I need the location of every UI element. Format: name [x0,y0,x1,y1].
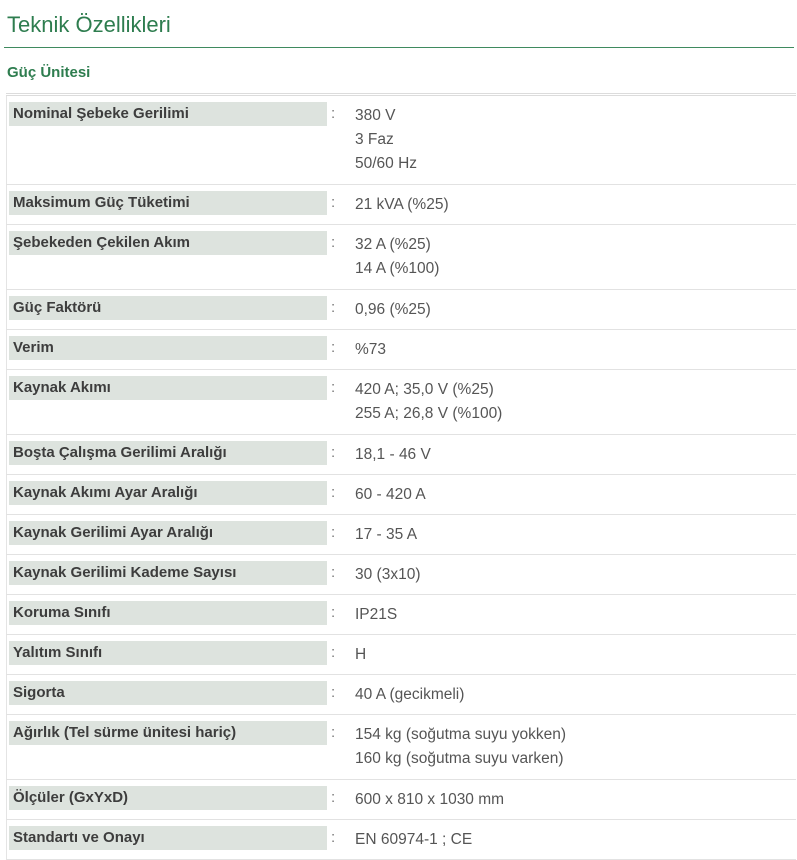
spec-label: Ağırlık (Tel sürme ünitesi hariç) [9,721,327,745]
spec-label-cell [7,675,328,715]
spec-row [7,185,797,225]
spec-value: 40 A (gecikmeli) [355,686,465,703]
spec-label-cell [7,185,328,225]
spec-label: Verim [9,336,327,360]
spec-label: Yalıtım Sınıfı [9,641,327,665]
spec-value: 30 (3x10) [355,566,421,583]
spec-label-cell [7,555,328,595]
spec-row [7,715,797,780]
spec-value: 3 Faz [355,131,394,148]
spec-separator: : [331,564,336,581]
spec-separator: : [331,379,336,396]
spec-row [7,635,797,675]
spec-value: 21 kVA (%25) [355,196,449,213]
spec-separator: : [331,484,336,501]
spec-row [7,95,797,185]
spec-value: EN 60974-1 ; CE [355,831,473,848]
spec-separator: : [331,829,336,846]
spec-value: %73 [355,341,387,358]
spec-label-cell [7,330,328,370]
spec-value-cell [349,595,796,635]
spec-row [7,780,797,820]
spec-label: Boşta Çalışma Gerilimi Aralığı [9,441,327,465]
spec-separator: : [331,234,336,251]
spec-label-cell [7,595,328,635]
spec-label-cell [7,435,328,475]
spec-value-cell [349,635,796,675]
spec-label: Kaynak Akımı [9,376,327,400]
spec-row [7,595,797,635]
spec-value-cell [349,515,796,555]
spec-label: Sigorta [9,681,327,705]
spec-row [7,290,797,330]
spec-label: Maksimum Güç Tüketimi [9,191,327,215]
spec-label-cell [7,95,328,185]
spec-label: Koruma Sınıfı [9,601,327,625]
spec-row [7,370,797,435]
spec-label: Nominal Şebeke Gerilimi [9,102,327,126]
spec-label-cell [7,715,328,780]
spec-value: 14 A (%100) [355,260,440,277]
spec-value: 32 A (%25) [355,236,431,253]
spec-row [7,475,797,515]
spec-separator: : [331,724,336,741]
spec-separator: : [331,105,336,122]
spec-value-cell [349,820,796,860]
spec-value-cell [349,555,796,595]
spec-value-cell [349,715,796,780]
spec-label-cell [7,475,328,515]
spec-separator: : [331,684,336,701]
spec-separator: : [331,524,336,541]
spec-row [7,515,797,555]
spec-separator: : [331,299,336,316]
spec-row [7,675,797,715]
spec-value: IP21S [355,606,398,623]
spec-label: Ölçüler (GxYxD) [9,786,327,810]
spec-value-cell [349,95,796,185]
spec-label-cell [7,370,328,435]
spec-value: 50/60 Hz [355,155,418,172]
spec-label-cell [7,290,328,330]
spec-value: 600 x 810 x 1030 mm [355,791,505,808]
spec-value-cell [349,330,796,370]
page-title: Teknik Özellikleri [7,12,171,37]
spec-row [7,225,797,290]
spec-value: 60 - 420 A [355,486,426,503]
spec-value: 420 A; 35,0 V (%25) [355,381,494,398]
spec-separator: : [331,194,336,211]
spec-value-cell [349,780,796,820]
spec-value: 154 kg (soğutma suyu yokken) [355,726,567,743]
spec-label: Güç Faktörü [9,296,327,320]
spec-value: 255 A; 26,8 V (%100) [355,405,503,422]
spec-separator: : [331,789,336,806]
spec-row [7,820,797,860]
spec-label-cell [7,225,328,290]
spec-separator: : [331,604,336,621]
spec-label-cell [7,635,328,675]
spec-value: 18,1 - 46 V [355,446,431,463]
spec-separator: : [331,444,336,461]
section-title: Güç Ünitesi [7,64,91,81]
spec-value-cell [349,475,796,515]
spec-label: Kaynak Gerilimi Ayar Aralığı [9,521,327,545]
spec-value-cell [349,290,796,330]
spec-value: H [355,646,367,663]
title-divider [4,47,794,48]
spec-value-cell [349,185,796,225]
spec-value: 0,96 (%25) [355,301,431,318]
spec-label: Kaynak Akımı Ayar Aralığı [9,481,327,505]
spec-separator: : [331,644,336,661]
spec-label-cell [7,820,328,860]
spec-label-cell [7,780,328,820]
spec-label: Şebekeden Çekilen Akım [9,231,327,255]
spec-label: Standartı ve Onayı [9,826,327,850]
spec-value: 160 kg (soğutma suyu varken) [355,750,564,767]
spec-table [6,93,796,860]
spec-label-cell [7,515,328,555]
spec-value-cell [349,675,796,715]
spec-value-cell [349,370,796,435]
spec-row [7,330,797,370]
spec-value-cell [349,225,796,290]
spec-row [7,555,797,595]
spec-table-body [7,95,797,860]
spec-row [7,435,797,475]
spec-value-cell [349,435,796,475]
spec-label: Kaynak Gerilimi Kademe Sayısı [9,561,327,585]
spec-value: 380 V [355,107,396,124]
spec-value: 17 - 35 A [355,526,418,543]
spec-separator: : [331,339,336,356]
